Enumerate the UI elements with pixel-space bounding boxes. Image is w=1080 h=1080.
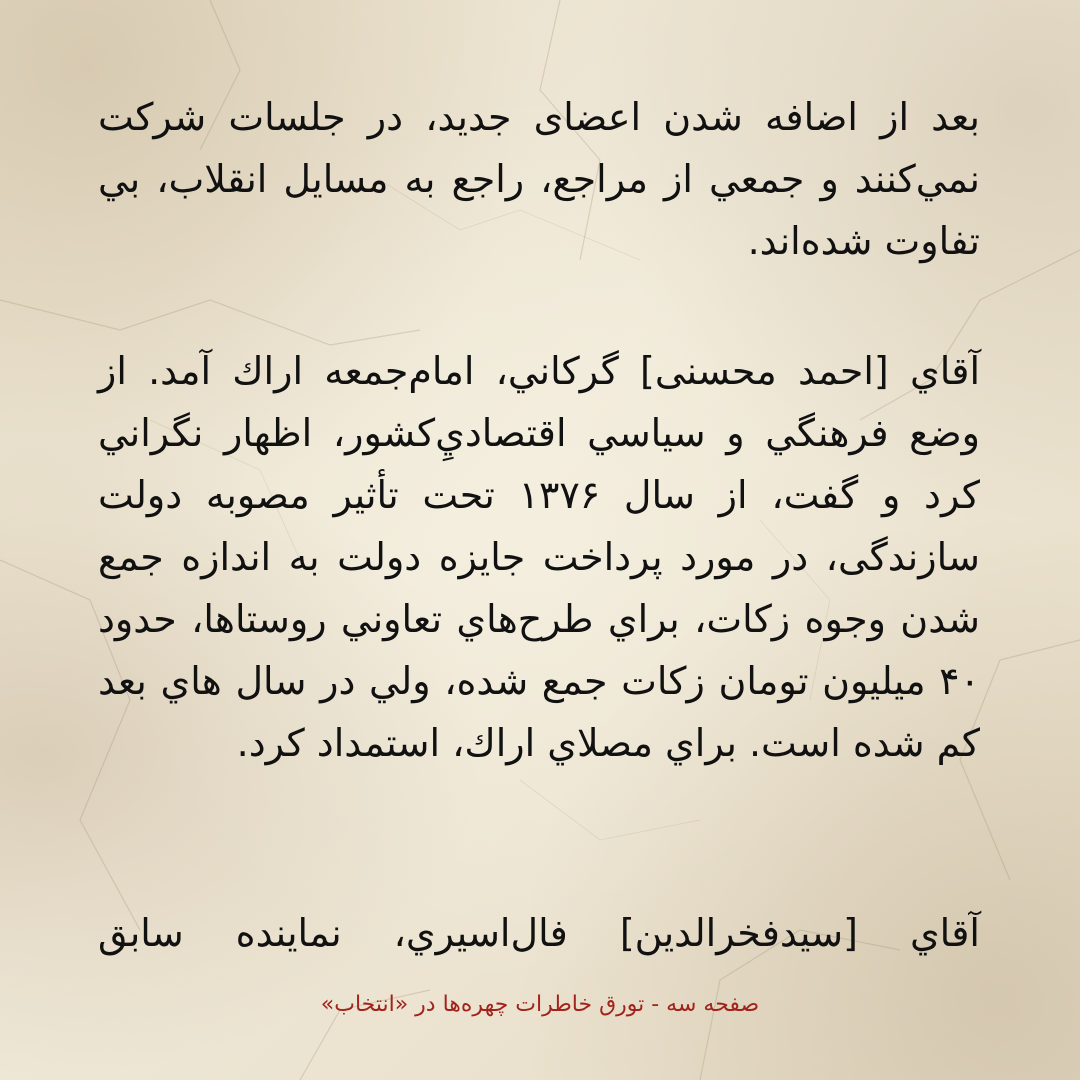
paragraph-1: بعد از اضافه شدن اعضای جدید، در جلسات شرکت نمي‌کنند و جمعي از مراجع، راجع به مسايل انقلاب، بي تفاوت شده‌اند.: [98, 95, 980, 263]
paragraph-2: آقاي [احمد محسنی] گرکاني، امام‌جمعه اراك آمد. از وضع فرهنگي و سياسي اقتصاديِ‌کشور، اظهار نگراني کرد و گفت، از سال ۱۳۷۶ تحت تأثير مصوبه دولت سازندگی، در مورد پرداخت جايزه دولت به اندازه جمع شدن وجوه زکات، براي طرح‌هاي تعاوني روستاها، حدود ۴۰ ميليون تومان زکات جمع شده، ولي در سال هاي بعد کم شده است. براي مصلاي اراك، استمداد کرد.: [98, 349, 981, 765]
page-footer-caption: صفحه سه - تورق خاطرات چهره‌ها در «انتخاب»: [320, 992, 760, 1017]
paragraph-3: آقاي [سيدفخرالدين] فال‌اسيري، نماينده سابق: [98, 911, 980, 955]
